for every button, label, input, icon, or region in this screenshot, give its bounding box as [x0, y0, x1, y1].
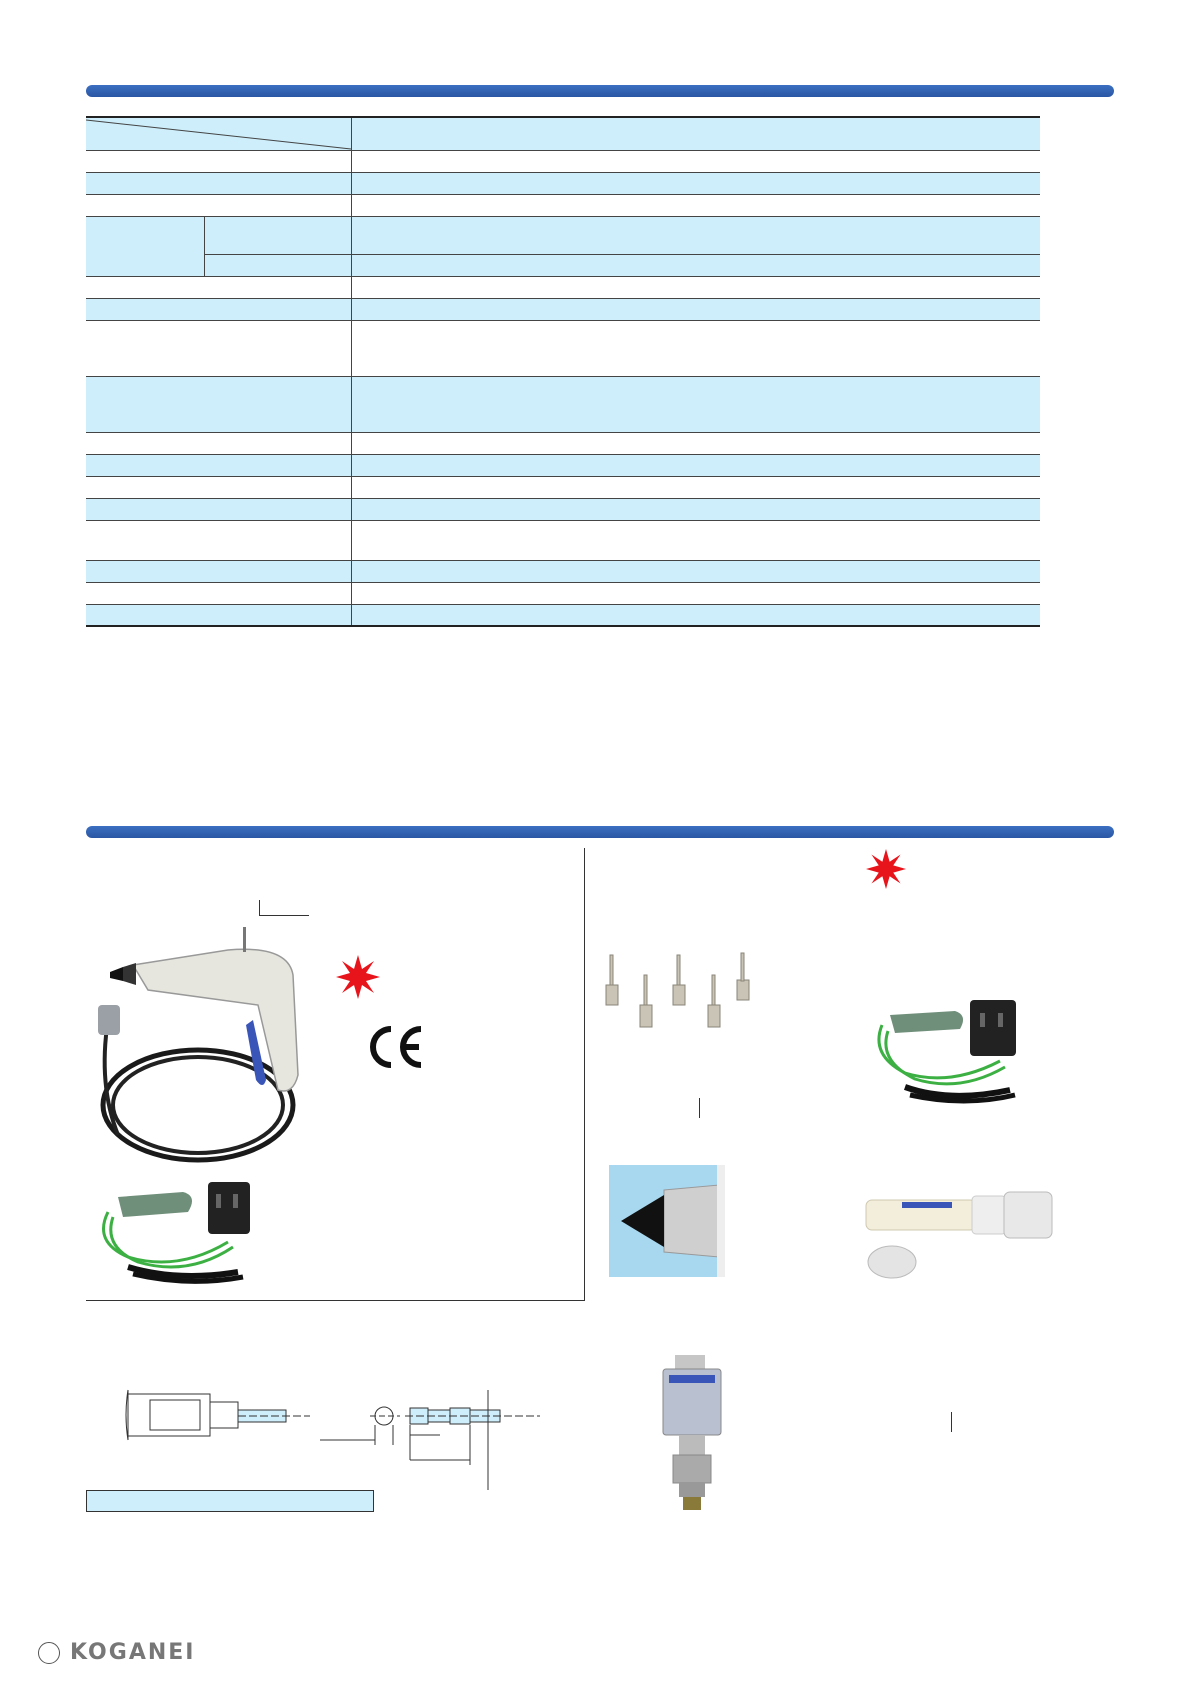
- electric-driver-photo: [88, 905, 333, 1175]
- spec-label: [86, 582, 351, 604]
- spec-label: [86, 172, 351, 194]
- spec-table: [86, 116, 1040, 627]
- koganei-logo: [38, 1640, 195, 1665]
- ce-mark: [365, 1025, 425, 1069]
- spec-sub-label: [204, 216, 351, 254]
- spec-label: [86, 454, 351, 476]
- spec-label: [86, 376, 351, 432]
- spec-label: [86, 276, 351, 298]
- spec-section-bar: [86, 85, 1114, 97]
- spec-label: [86, 498, 351, 520]
- bit-dimension-drawing: [120, 1380, 550, 1490]
- logo-mark-icon: [38, 1642, 60, 1664]
- spec-label: [86, 320, 351, 376]
- spec-value: [351, 172, 1040, 194]
- nozzle-cap-photo: [609, 1165, 725, 1277]
- ac-adapter-photo: [88, 1172, 260, 1287]
- spec-sub-label: [204, 254, 351, 276]
- screwdriver-bits-photo: [600, 945, 755, 1045]
- new-burst-icon: [336, 955, 380, 999]
- options-section-bar: [86, 826, 1114, 838]
- spec-label: [86, 150, 351, 172]
- spec-label: [86, 604, 351, 626]
- spec-label: [86, 476, 351, 498]
- spec-value: [351, 298, 1040, 320]
- spec-header-value: [351, 117, 1040, 150]
- spec-label: [86, 560, 351, 582]
- spec-value: [351, 254, 1040, 276]
- drawing-note-box: [86, 1490, 374, 1512]
- spec-value: [351, 498, 1040, 520]
- ac-adapter-photo: [870, 995, 1020, 1110]
- spec-label: [86, 432, 351, 454]
- spec-value: [351, 432, 1040, 454]
- spec-label: [86, 194, 351, 216]
- spec-value: [351, 320, 1040, 376]
- product-frame-right-edge: [584, 848, 585, 1300]
- spec-label: [86, 298, 351, 320]
- spec-label: [86, 520, 351, 560]
- product-frame-bottom-edge: [86, 1300, 585, 1301]
- spec-value: [351, 454, 1040, 476]
- spec-value: [351, 560, 1040, 582]
- spec-value: [351, 376, 1040, 432]
- spec-header-corner: [86, 117, 351, 150]
- spec-value: [351, 194, 1040, 216]
- spec-value: [351, 276, 1040, 298]
- spec-value: [351, 604, 1040, 626]
- leader-line: [951, 1412, 952, 1432]
- new-burst-icon: [866, 846, 906, 892]
- logo-text: KOGANEI: [70, 1640, 196, 1665]
- leader-line: [699, 1098, 700, 1118]
- spec-value: [351, 582, 1040, 604]
- regulator-nozzle-photo: [655, 1355, 729, 1510]
- spec-value: [351, 150, 1040, 172]
- spec-group-label: [86, 216, 204, 276]
- spec-value: [351, 476, 1040, 498]
- cylinder-part-photo: [862, 1190, 1056, 1282]
- spec-value: [351, 216, 1040, 254]
- diagonal-line: [86, 118, 351, 151]
- spec-value: [351, 520, 1040, 560]
